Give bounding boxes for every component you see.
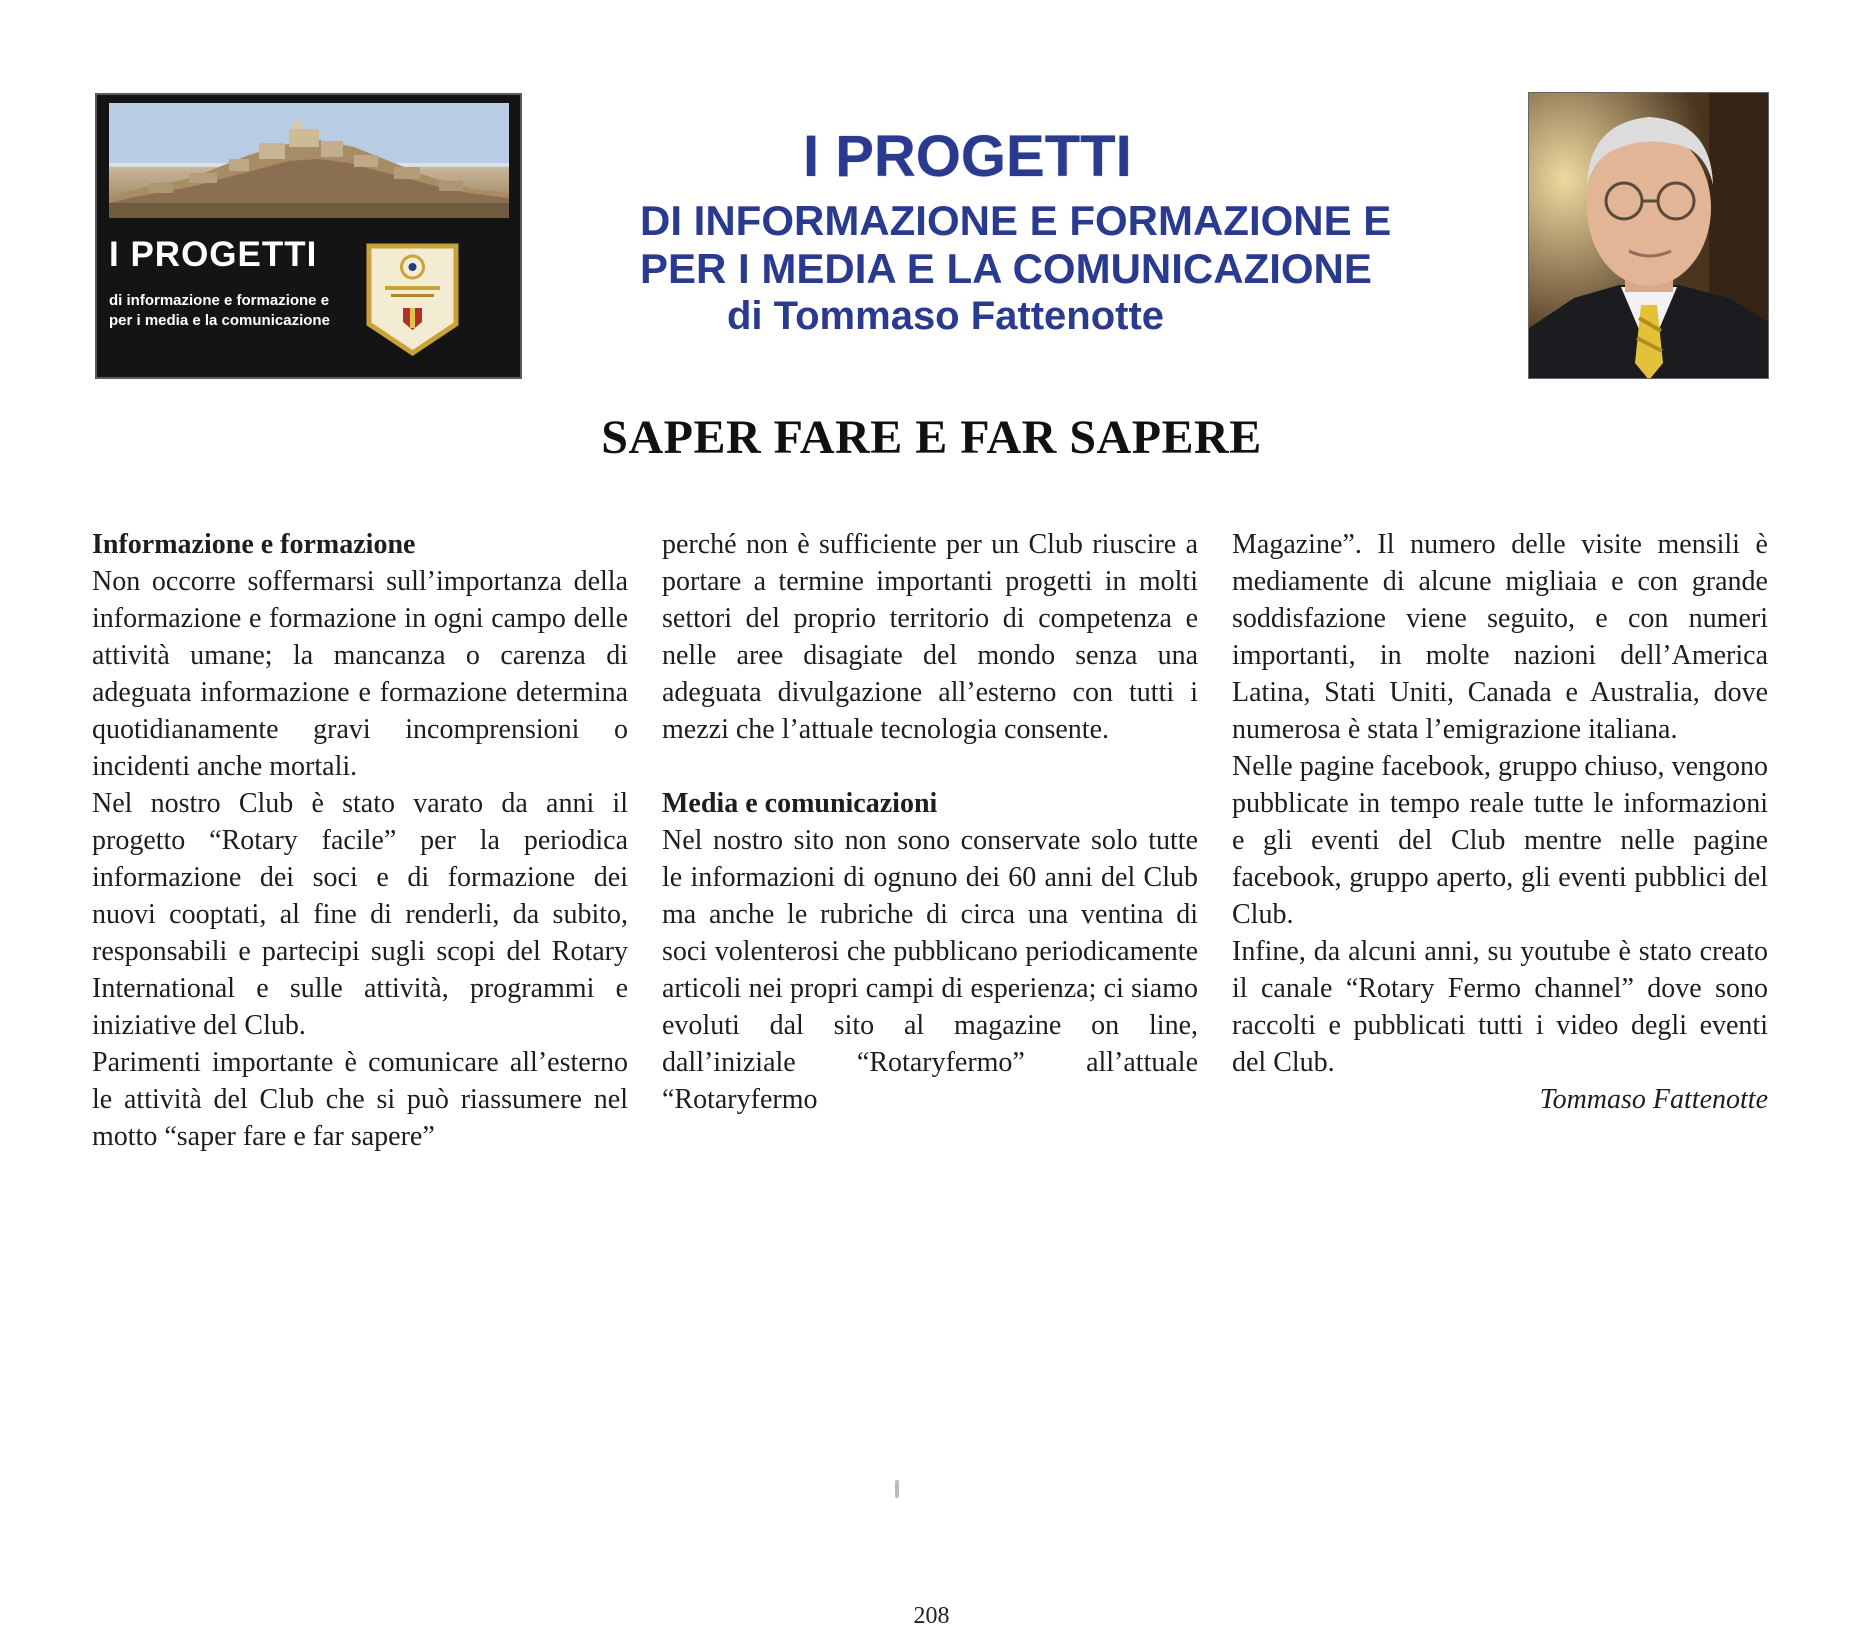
paragraph: Infine, da alcuni anni, su youtube è stato creato il canale “Rotary Fermo channel” dove sono raccolti e pubblicati tutti i video degli eventi del Club. bbox=[1232, 936, 1768, 1078]
paragraph: Nel nostro Club è stato varato da anni il progetto “Rotary facile” per la periodica informazione dei soci e di formazione dei nuovi cooptati, al fine di renderli, da subito, responsabili e partecipi sugli scopi del Rotary International e sulle attività, programmi e iniziative del Club. bbox=[92, 788, 628, 1041]
paragraph: Magazine”. Il numero delle visite mensili è mediamente di alcune migliaia e con grande soddisfazione viene seguito, e con numeri importanti, in molte nazioni dell’America Latina, Stati Uniti, Canada e Australia, dove numerosa è stata l’emigrazione italiana. bbox=[1232, 529, 1768, 745]
article-column-2 bbox=[662, 526, 1198, 1118]
subhead-informazione: Informazione e formazione bbox=[92, 529, 416, 560]
logo-subtitle-line-2: per i media e la comunicazione bbox=[109, 312, 330, 329]
logo-subtitle bbox=[109, 291, 369, 331]
article-heading: SAPER FARE E FAR SAPERE bbox=[601, 411, 1262, 464]
author-signature: Tommaso Fattenotte bbox=[1539, 1084, 1768, 1115]
title-subtitle-line-1: DI INFORMAZIONE E FORMAZIONE E bbox=[640, 197, 1392, 244]
subhead-media: Media e comunicazioni bbox=[662, 788, 938, 819]
logo-subtitle-line-1: di informazione e formazione e bbox=[109, 292, 330, 309]
paragraph: Nel nostro sito non sono conservate solo tutte le informazioni di ognuno dei 60 anni del Club ma anche le rubriche di circa una ventina di soci volenterosi che pubblicano periodicamente articoli nei propri campi di esperienza; ci siamo evoluti dal sito al magazine on line, dall’iniziale “Rotaryfermo” all’attuale “Rotaryfermo bbox=[662, 825, 1198, 1115]
title-subtitle-line-2: PER I MEDIA E LA COMUNICAZIONE bbox=[640, 245, 1372, 292]
article-column-3 bbox=[1232, 526, 1768, 1118]
title-author: di Tommaso Fattenotte bbox=[727, 294, 1165, 338]
paragraph: Non occorre soffermarsi sull’importanza della informazione e formazione in ogni campo delle attività umane; la mancanza o carenza di adeguata informazione e formazione determina quotidianamente gravi incomprensioni o incidenti anche mortali. bbox=[92, 566, 628, 782]
author-portrait bbox=[1528, 92, 1769, 379]
page-number: 208 bbox=[913, 1603, 950, 1629]
article-column-1 bbox=[92, 526, 628, 1155]
paragraph-spacer bbox=[662, 748, 1198, 785]
hilltop-town-image bbox=[109, 103, 509, 218]
author-photo bbox=[1529, 93, 1769, 379]
rotary-pennant-icon bbox=[365, 242, 460, 357]
paragraph: perché non è sufficiente per un Club riuscire a portare a termine importanti progetti in molti settori del proprio territorio di competenza e nelle aree disagiate del mondo senza una adeguata divulgazione all’esterno con tutti i mezzi che l’attuale tecnologia consente. bbox=[662, 529, 1198, 745]
paragraph: Parimenti importante è comunicare all’esterno le attività del Club che si può riassumere nel motto “saper fare e far sapere” bbox=[92, 1047, 628, 1152]
town-photo bbox=[109, 103, 509, 218]
logo-title: I PROGETTI bbox=[109, 235, 318, 274]
page-title: I PROGETTI bbox=[803, 124, 1132, 189]
paragraph: Nelle pagine facebook, gruppo chiuso, vengono pubblicate in tempo reale tutte le informazioni e gli eventi del Club mentre nelle pagine facebook, gruppo aperto, gli eventi pubblici del Club. bbox=[1232, 751, 1768, 930]
scan-mark bbox=[895, 1480, 899, 1498]
project-logo bbox=[95, 93, 522, 379]
